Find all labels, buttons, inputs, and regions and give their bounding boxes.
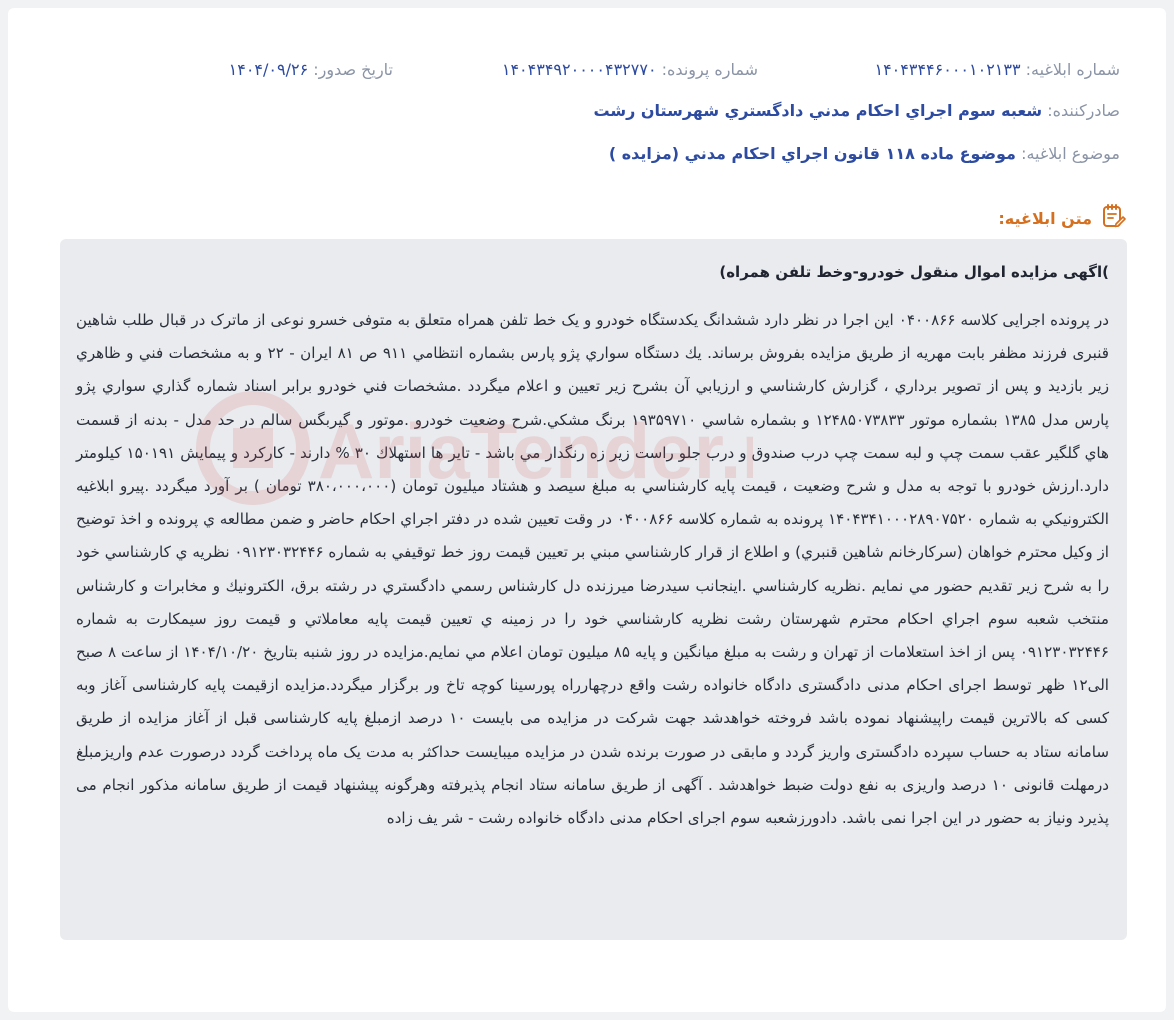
notice-number-value: ۱۴۰۴۳۴۴۶۰۰۰۱۰۲۱۳۳ [874, 60, 1021, 79]
subject-row [58, 144, 1120, 163]
case-number-value: ۱۴۰۴۳۴۹۲۰۰۰۰۴۳۲۷۷۰ [501, 60, 657, 79]
issuer-label: صادرکننده: [1047, 101, 1120, 120]
notice-text-panel [60, 239, 1127, 940]
subject-label: موضوع ابلاغيه: [1021, 144, 1120, 163]
subject-value: موضوع ماده ۱۱۸ قانون اجراي احکام مدني (مزايده ) [608, 144, 1016, 163]
issuer-row [58, 101, 1120, 120]
issuer-value: شعبه سوم اجراي احکام مدني دادگستري شهرستان رشت [593, 101, 1043, 120]
document-edit-icon [1100, 203, 1126, 233]
notice-number-label: شماره ابلاغيه: [1025, 60, 1120, 79]
case-number-label: شماره پرونده: [661, 60, 758, 79]
notice-text-title: متن ابلاغيه: [998, 208, 1092, 228]
case-number [502, 60, 758, 79]
issue-date-value: ۱۴۰۴/۰۹/۲۶ [228, 60, 309, 79]
notice-number [874, 60, 1120, 79]
issue-date-label: تاريخ صدور: [313, 60, 393, 79]
notice-body: در پرونده اجرایی کلاسه ۰۴۰۰۸۶۶ این اجرا در نظر دارد ششدانگ یکدستگاه خودرو و یک خط تلفن همراه متعلق به متوفی خسرو نوعی از ماترک در قبال طلب شاهین قنبری فرزند مظفر بابت مهریه از طریق مزایده بفروش برساند. يك دستگاه سواري پژو پارس بشماره انتظامي ۹۱۱ ص ۸۱ ايران - ۲۲ و به مشخصات فني و ظاهري زير بازديد و پس از تصوير برداري ، گزارش كارشناسي و ارزيابي آن بشرح زير تعيين و اعلام ميگردد .مشخصات فني خودرو برابر اسناد شماره گذاري سواري پژو پارس مدل ۱۳۸۵ بشماره موتور ۱۲۴۸۵۰۷۳۸۳۳ و بشماره شاسي ۱۹۳۵۹۷۱۰ برنگ مشكي.شرح وضعيت خودرو .موتور و گيربگس سالم در حد مدل - بدنه از قسمت هاي گلگير عقب سمت چپ و لبه سمت چپ درب صندوق و درب جلو راست زير زه رنگدار مي باشد - تاير ها استهلاك ۳۰ % دارند - كاركرد و پيمايش ۱۵۰۱۹۱ كيلومتر دارد.ارزش خودرو با توجه به مدل و شرح وضعيت ، قيمت پايه كارشناسي به مبلغ سيصد و هشتاد ميليون تومان (۳۸۰،۰۰۰،۰۰۰ تومان ) بر آورد ميگردد .پيرو ابلاغيه الكترونيكي به شماره ۱۴۰۴۳۴۱۰۰۰۲۸۹۰۷۵۲۰ پرونده به شماره كلاسه ۰۴۰۰۸۶۶ در وقت تعيين شده در دفتر اجراي احكام حاضر و ضمن مطالعه ي پرونده و اخذ توضيح از وكيل محترم خواهان (سركارخانم شاهين قنبري) و اطلاع از قرار كارشناسي مبني بر تعيين قيمت روز خط توقيفي به شماره ۰۹۱۲۳۰۳۲۴۴۶ نظريه ي كارشناسي خود را به شرح زير تقديم حضور مي نمايم .نظريه كارشناسي .اينجانب سيدرضا ميرزنده دل كارشناس رسمي دادگستري در رشته برق، الكترونيك و مخابرات و كارشناس منتخب شعبه سوم اجراي احكام محترم شهرستان رشت نظريه كارشناسي خود را در زمينه ي تعيين قيمت پايه معاملاتي و قيمت روز سيمكارت به شماره ۰۹۱۲۳۰۳۲۴۴۶ پس از اخذ استعلامات از تهران و رشت به مبلغ ميانگين و پايه ۸۵ ميليون تومان اعلام مي نمايم.مزایده در روز شنبه بتاریخ ۱۴۰۴/۱۰/۲۰ از ساعت ۸ صبح الی۱۲ ظهر توسط اجرای احکام مدنی دادگستری دادگاه خانواده رشت واقع درچهارراه پورسینا کوچه تاخ ور برگزار میگردد.مزایده ازقیمت پایه کارشناسی آغاز وبه کسی که بالاترین قیمت راپیشنهاد نموده باشد فروخته خواهدشد جهت شرکت در مزایده می بایست ۱۰ درصد ازمبلغ پایه کارشناسی قبل از آغاز مزایده از طریق سامانه ستاد به حساب سپرده دادگستری واریز گردد و مابقی در صورت برنده شدن در مزایده میبایست حداکثر به مدت یک ماه پرداخت گردد درصورت عدم واریزمبلغ درمهلت قانونی ۱۰ درصد واریزی به نفع دولت ضبط خواهدشد . آگهی از طریق سامانه ستاد انجام پذیرفته وهرگونه پیشنهاد قیمت از طریق سامانه مذکور انجام می پذیرد ونیاز به حضور در این اجرا نمی باشد. دادورزشعبه سوم اجرای احکام مدنی دادگاه خانواده رشت - شر یف زاده [76, 311, 1110, 828]
notice-text-header [998, 203, 1126, 233]
issue-date [229, 60, 393, 79]
notice-heading: )اگهی مزایده اموال منقول خودرو-وخط تلفن همراه) [719, 263, 1109, 281]
notice-card [8, 8, 1166, 1012]
